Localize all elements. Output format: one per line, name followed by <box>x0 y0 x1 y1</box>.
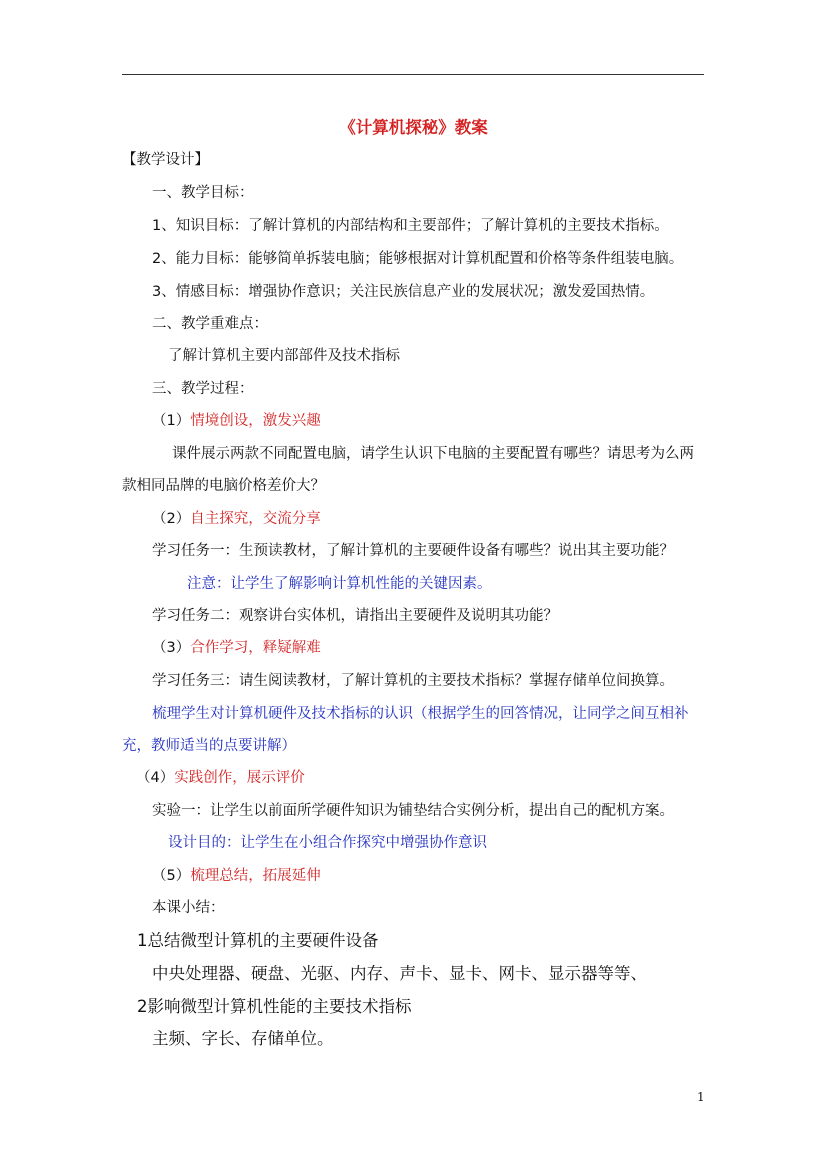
section-label: 【教学设计】 <box>122 152 209 168</box>
goals-heading: 一、教学目标： <box>152 185 254 201</box>
header-rule <box>122 74 704 75</box>
task3-text: 学习任务三：请生阅读教材，了解计算机的主要技术指标？掌握存储单位间换算。 <box>152 673 674 689</box>
step5-num: （5） <box>152 868 191 884</box>
note-text: 注意：让学生了解影响计算机性能的关键因素。 <box>187 576 492 592</box>
step1-line2: 款相同品牌的电脑价格差价大？ <box>122 478 325 494</box>
purpose-text: 设计目的：让学生在小组合作探究中增强协作意识 <box>168 835 487 851</box>
task1-text: 学习任务一：生预读教材，了解计算机的主要硬件设备有哪些？说出其主要功能？ <box>152 543 674 559</box>
step4-heading <box>136 768 305 788</box>
summary-label: 本课小结： <box>152 900 225 916</box>
summary-point1: 1总结微型计算机的主要硬件设备 <box>137 931 379 950</box>
step3-heading <box>152 638 321 658</box>
step3-num: （3） <box>152 640 191 656</box>
step2-title: 自主探究，交流分享 <box>190 511 321 527</box>
page-number: 1 <box>697 1090 705 1104</box>
keypoints-text: 了解计算机主要内部部件及技术指标 <box>168 348 400 364</box>
step1-line1: 课件展示两款不同配置电脑，请学生认识下电脑的主要配置有哪些？请思考为么两 <box>172 446 694 462</box>
step2-num: （2） <box>152 511 191 527</box>
task2-text: 学习任务二：观察讲台实体机，请指出主要硬件及说明其功能？ <box>152 608 558 624</box>
step3-line1: 梳理学生对计算机硬件及技术指标的认识（根据学生的回答情况，让同学之间互相补 <box>152 706 689 722</box>
step1-heading <box>152 411 321 431</box>
step4-title: 实践创作，展示评价 <box>174 770 305 786</box>
experiment-text: 实验一：让学生以前面所学硬件知识为铺垫结合实例分析，提出自己的配机方案。 <box>152 803 674 819</box>
goal-knowledge: 1、知识目标：了解计算机的内部结构和主要部件；了解计算机的主要技术指标。 <box>152 218 669 234</box>
goal-emotion: 3、情感目标：增强协作意识；关注民族信息产业的发展状况；激发爱国热情。 <box>152 284 655 300</box>
step1-title: 情境创设，激发兴趣 <box>190 413 321 429</box>
step1-num: （1） <box>152 413 191 429</box>
summary-point1-detail: 中央处理器、硬盘、光驱、内存、声卡、显卡、网卡、显示器等等、 <box>152 964 647 983</box>
step2-heading <box>152 509 321 529</box>
step3-line2: 充，教师适当的点要讲解） <box>122 738 296 754</box>
step3-title: 合作学习，释疑解难 <box>190 640 321 656</box>
step5-heading <box>152 866 321 886</box>
document-title: 《计算机探秘》教案 <box>339 118 488 137</box>
step4-num: （4） <box>136 770 175 786</box>
summary-point2: 2影响微型计算机性能的主要技术指标 <box>137 997 412 1016</box>
keypoints-heading: 二、教学重难点： <box>152 316 268 332</box>
process-heading: 三、教学过程： <box>152 381 254 397</box>
summary-point2-detail: 主频、字长、存储单位。 <box>152 1029 334 1048</box>
goal-ability: 2、能力目标：能够简单拆装电脑；能够根据对计算机配置和价格等条件组装电脑。 <box>152 251 684 267</box>
step5-title: 梳理总结，拓展延伸 <box>190 868 321 884</box>
